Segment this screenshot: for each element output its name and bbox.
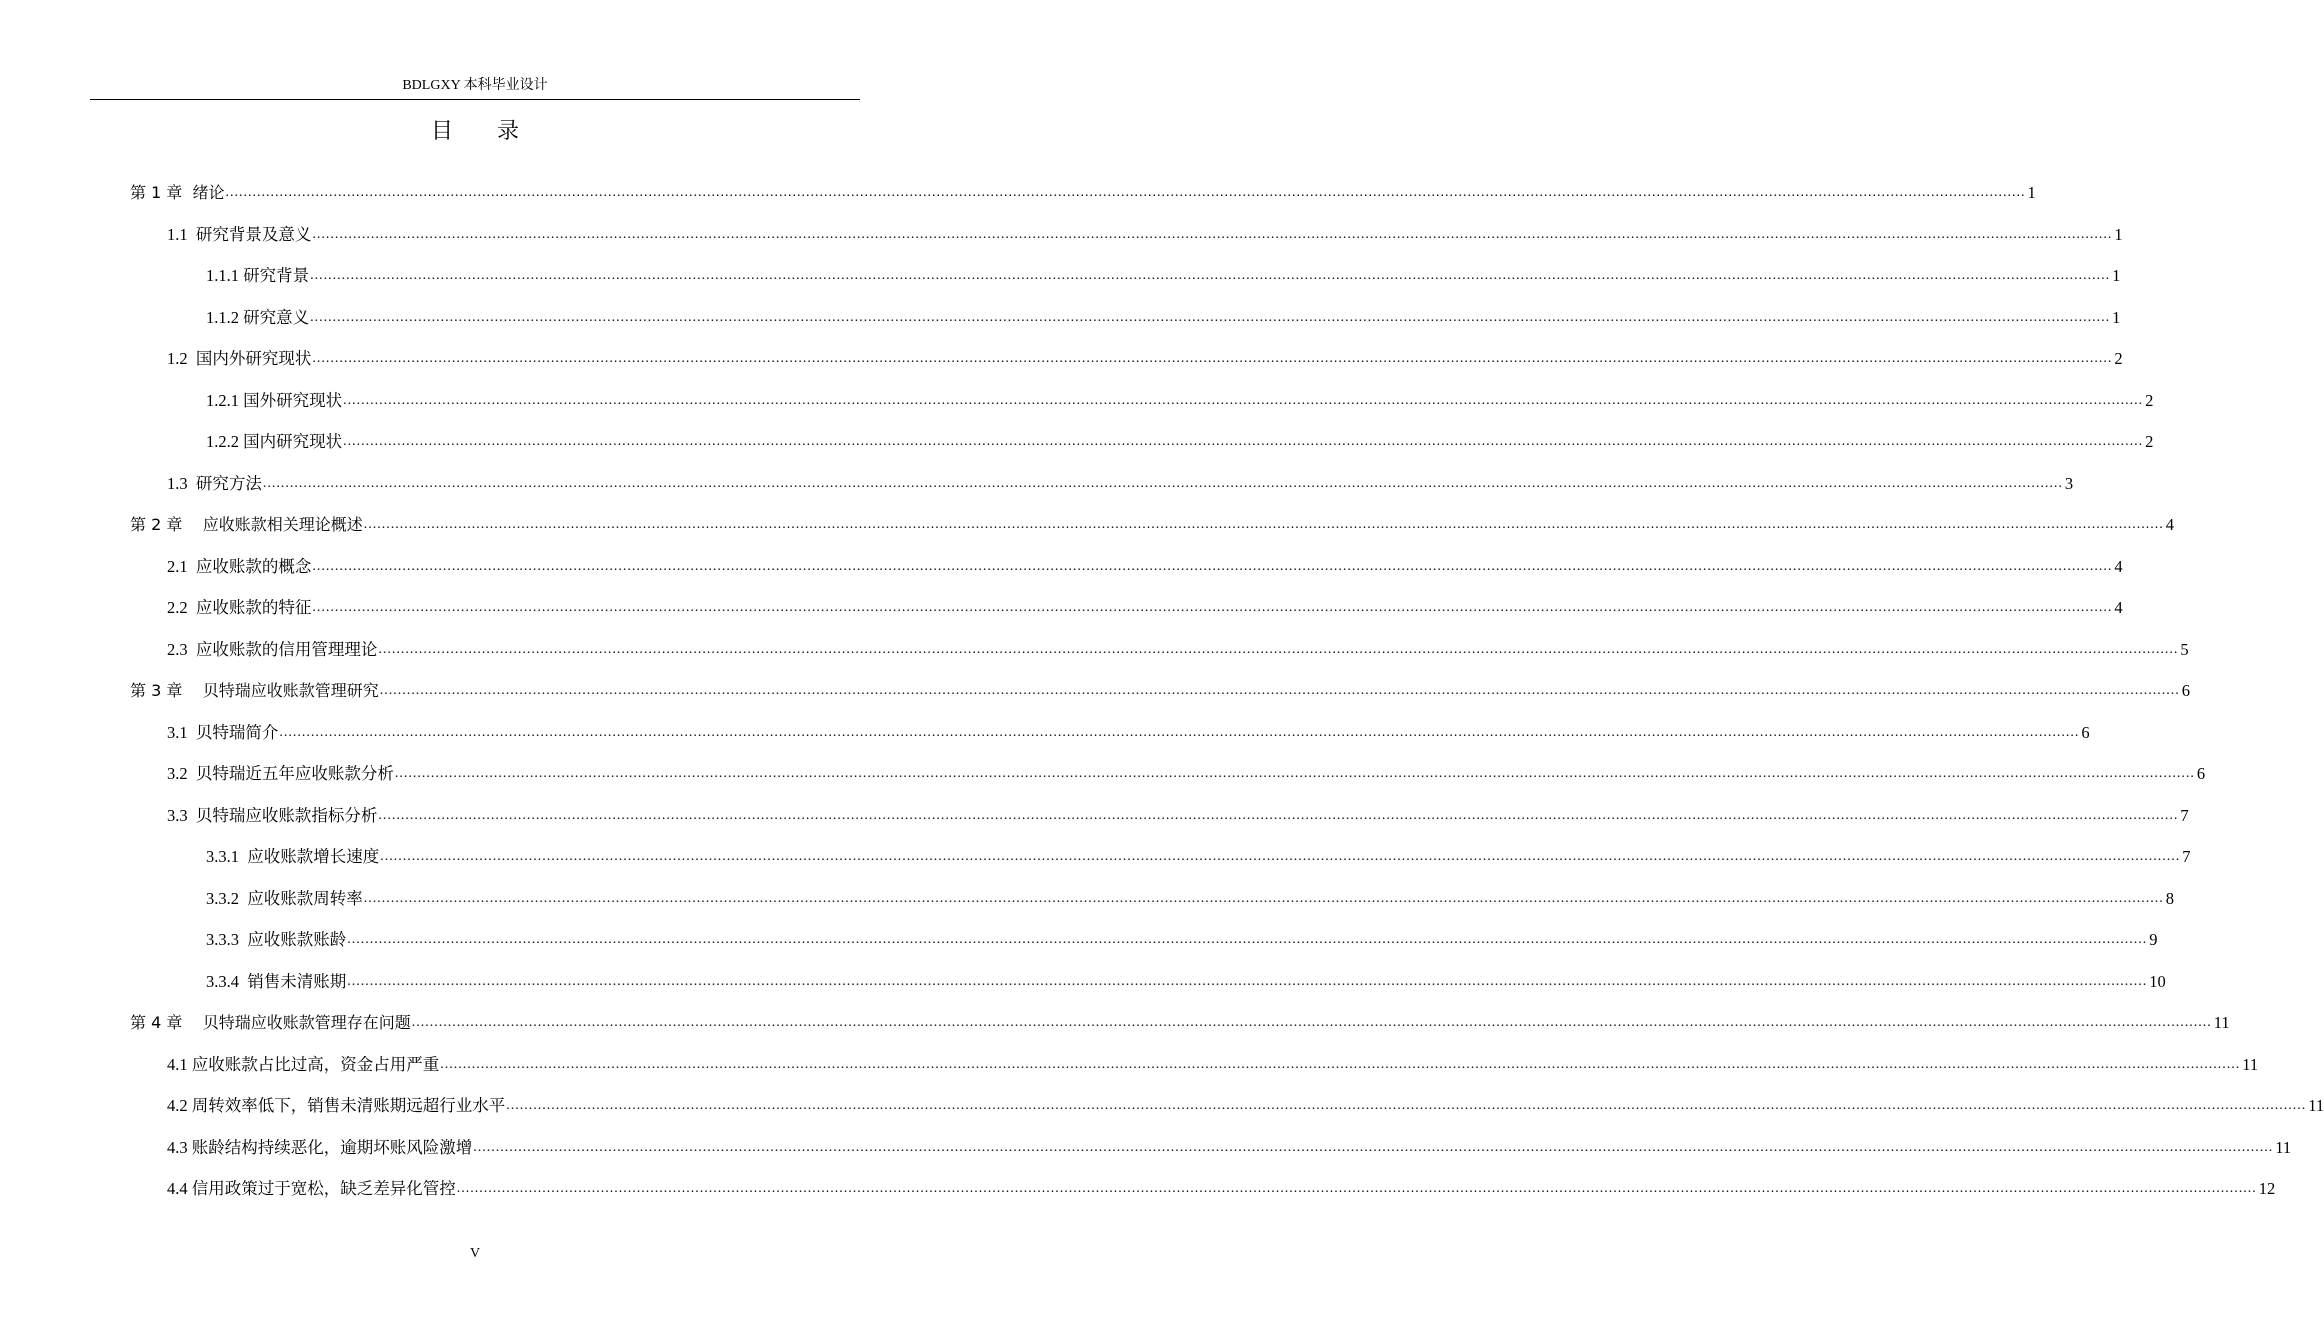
- dot-leader: ................................................................................................................................................................................................................................................................................................................................................................................................................: [506, 1098, 2307, 1113]
- toc-entry-title: 第 4 章 贝特瑞应收账款管理存在问题: [130, 1013, 411, 1032]
- toc-entry-title: 2.1 应收账款的概念: [167, 556, 312, 576]
- toc-entry-title: 1.1.1 研究背景: [206, 266, 310, 285]
- toc-entry-title: 4.3 账龄结构持续恶化，逾期坏账风险激增: [167, 1137, 473, 1157]
- toc-entry[interactable]: [167, 347, 2123, 371]
- toc-entry-title: 3.3.3 应收账款账龄: [206, 930, 347, 949]
- toc-entry-page-number: 11: [2213, 1013, 2230, 1032]
- toc-entry[interactable]: [167, 223, 2123, 247]
- toc-entry-page-number: 6: [2181, 681, 2190, 700]
- toc-entry-title: 3.3.1 应收账款增长速度: [206, 847, 380, 866]
- dot-leader: ................................................................................................................................................................................................................................................................................................................................................................................................................: [394, 766, 2195, 781]
- toc-entry-title: 第 3 章 贝特瑞应收账款管理研究: [130, 681, 379, 700]
- dot-leader: ................................................................................................................................................................................................................................................................................................................................................................................................................: [363, 517, 2164, 532]
- toc-entry-title: 3.1 贝特瑞简介: [167, 722, 279, 742]
- toc-entry-page-number: 5: [2180, 639, 2189, 659]
- toc-entry[interactable]: [167, 472, 2074, 496]
- dot-leader: ................................................................................................................................................................................................................................................................................................................................................................................................................: [379, 683, 2180, 698]
- toc-chapter-entry[interactable]: [130, 1011, 2230, 1035]
- toc-entry-page-number: 2: [2145, 432, 2154, 451]
- toc-entry[interactable]: [167, 721, 2090, 745]
- toc-entry-page-number: 1: [2114, 224, 2123, 244]
- dot-leader: ................................................................................................................................................................................................................................................................................................................................................................................................................: [347, 932, 2148, 947]
- toc-entry-page-number: 11: [2308, 1096, 2324, 1115]
- toc-entry-page-number: 1: [2112, 266, 2121, 285]
- dot-leader: ................................................................................................................................................................................................................................................................................................................................................................................................................: [312, 558, 2113, 574]
- running-header: BDLGXY 本科毕业设计: [402, 78, 548, 93]
- toc-entry-page-number: 1: [2112, 307, 2121, 327]
- toc-entry-page-number: 4: [2114, 556, 2123, 576]
- toc-entry-title: 第 1 章 绪论: [130, 183, 225, 202]
- page-number: V: [469, 1246, 481, 1261]
- toc-entry-title: 3.3.4 销售未清账期: [206, 971, 347, 991]
- toc-entry-title: 1.3 研究方法: [167, 473, 262, 493]
- dot-leader: ................................................................................................................................................................................................................................................................................................................................................................................................................: [378, 807, 2179, 823]
- toc-entry-title: 4.2 周转效率低下，销售未清账期远超行业水平: [167, 1096, 506, 1115]
- toc-chapter-entry[interactable]: [130, 181, 2036, 205]
- dot-leader: ................................................................................................................................................................................................................................................................................................................................................................................................................: [310, 268, 2111, 283]
- toc-entry-page-number: 6: [2196, 764, 2206, 783]
- toc-entry-page-number: 9: [2149, 930, 2158, 949]
- dot-leader: ................................................................................................................................................................................................................................................................................................................................................................................................................: [225, 185, 2026, 200]
- toc-entry-title: 2.3 应收账款的信用管理理论: [167, 639, 378, 659]
- toc-entry[interactable]: [206, 845, 2191, 869]
- dot-leader: ................................................................................................................................................................................................................................................................................................................................................................................................................: [312, 351, 2113, 366]
- toc-entry-page-number: 10: [2149, 971, 2166, 991]
- toc-entry-page-number: 4: [2165, 515, 2174, 534]
- dot-leader: ................................................................................................................................................................................................................................................................................................................................................................................................................: [378, 641, 2179, 657]
- toc-chapter-entry[interactable]: [130, 513, 2174, 537]
- toc-entry-title: 1.2 国内外研究现状: [167, 349, 312, 368]
- toc-entry-page-number: 8: [2165, 888, 2174, 908]
- dot-leader: ................................................................................................................................................................................................................................................................................................................................................................................................................: [262, 475, 2063, 491]
- toc-entry-title: 3.2 贝特瑞近五年应收账款分析: [167, 764, 394, 783]
- dot-leader: ................................................................................................................................................................................................................................................................................................................................................................................................................: [312, 600, 2113, 615]
- toc-entry[interactable]: [206, 928, 2158, 952]
- toc-entry-page-number: 11: [2275, 1137, 2292, 1157]
- dot-leader: ................................................................................................................................................................................................................................................................................................................................................................................................................: [343, 434, 2144, 449]
- toc-entry[interactable]: [167, 638, 2189, 662]
- dot-leader: ................................................................................................................................................................................................................................................................................................................................................................................................................: [380, 849, 2181, 864]
- toc-entry-page-number: 2: [2114, 349, 2123, 368]
- toc-entry-title: 1.2.1 国外研究现状: [206, 390, 343, 410]
- toc-entry-page-number: 6: [2081, 722, 2090, 742]
- toc-entry[interactable]: [167, 555, 2123, 579]
- toc-entry[interactable]: [167, 762, 2206, 786]
- toc-entry[interactable]: [206, 306, 2121, 330]
- toc-entry-title: 4.4 信用政策过于宽松，缺乏差异化管控: [167, 1179, 456, 1198]
- toc-entry-page-number: 11: [2242, 1054, 2259, 1074]
- toc-entry-page-number: 4: [2114, 598, 2123, 617]
- toc-entry[interactable]: [167, 596, 2123, 620]
- page-title: 目录: [430, 119, 563, 144]
- dot-leader: ................................................................................................................................................................................................................................................................................................................................................................................................................: [363, 890, 2164, 906]
- dot-leader: ................................................................................................................................................................................................................................................................................................................................................................................................................: [411, 1015, 2212, 1030]
- toc-entry-title: 1.2.2 国内研究现状: [206, 432, 343, 451]
- dot-leader: ................................................................................................................................................................................................................................................................................................................................................................................................................: [347, 973, 2148, 989]
- toc-entry[interactable]: [167, 804, 2189, 828]
- toc-entry-page-number: 1: [2027, 183, 2036, 202]
- toc-entry[interactable]: [206, 887, 2174, 911]
- toc-entry[interactable]: [206, 430, 2154, 454]
- toc-entry-page-number: 7: [2182, 847, 2191, 866]
- toc-entry-page-number: 2: [2145, 390, 2154, 410]
- toc-entry-page-number: 7: [2180, 805, 2189, 825]
- toc-entry-title: 1.1.2 研究意义: [206, 307, 310, 327]
- dot-leader: ................................................................................................................................................................................................................................................................................................................................................................................................................: [456, 1181, 2257, 1196]
- toc-entry-title: 1.1 研究背景及意义: [167, 224, 312, 244]
- toc-entry-title: 3.3.2 应收账款周转率: [206, 888, 363, 908]
- toc-entry[interactable]: [167, 1094, 2324, 1118]
- dot-leader: ................................................................................................................................................................................................................................................................................................................................................................................................................: [440, 1056, 2241, 1072]
- dot-leader: ................................................................................................................................................................................................................................................................................................................................................................................................................: [343, 392, 2144, 408]
- toc-entry-title: 2.2 应收账款的特征: [167, 598, 312, 617]
- toc-entry[interactable]: [167, 1136, 2292, 1160]
- toc-entry[interactable]: [206, 970, 2166, 994]
- toc-entry-title: 第 2 章 应收账款相关理论概述: [130, 515, 363, 534]
- toc-entry-title: 4.1 应收账款占比过高，资金占用严重: [167, 1054, 440, 1074]
- toc-entry[interactable]: [167, 1053, 2259, 1077]
- dot-leader: ................................................................................................................................................................................................................................................................................................................................................................................................................: [473, 1139, 2274, 1155]
- toc-chapter-entry[interactable]: [130, 679, 2190, 703]
- dot-leader: ................................................................................................................................................................................................................................................................................................................................................................................................................: [312, 226, 2113, 242]
- toc-entry-page-number: 12: [2258, 1179, 2276, 1198]
- toc-entry[interactable]: [167, 1177, 2276, 1201]
- dot-leader: ................................................................................................................................................................................................................................................................................................................................................................................................................: [279, 724, 2080, 740]
- toc-entry-title: 3.3 贝特瑞应收账款指标分析: [167, 805, 378, 825]
- toc-entry[interactable]: [206, 389, 2154, 413]
- toc-entry[interactable]: [206, 264, 2121, 288]
- dot-leader: ................................................................................................................................................................................................................................................................................................................................................................................................................: [310, 309, 2111, 325]
- toc-entry-page-number: 3: [2064, 473, 2074, 493]
